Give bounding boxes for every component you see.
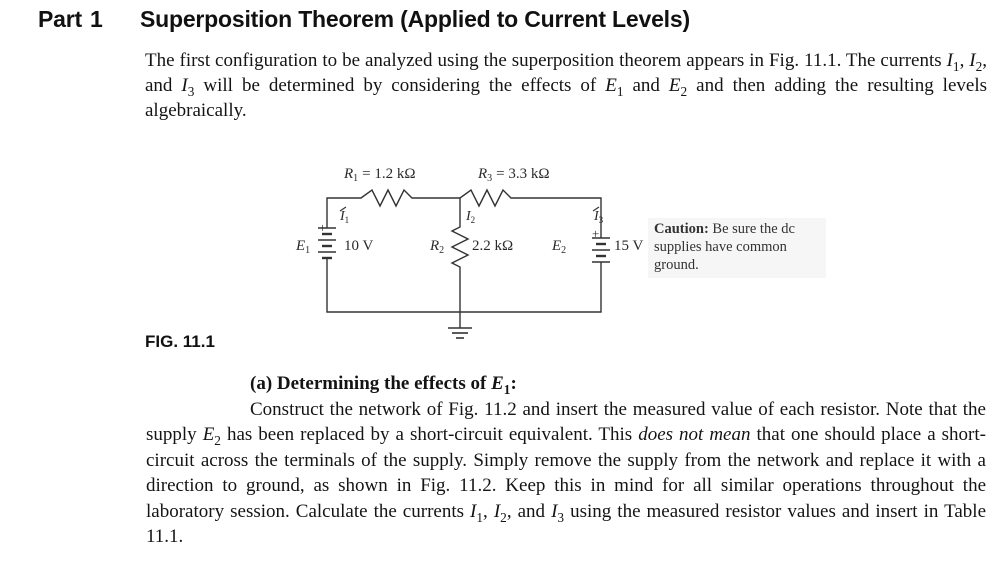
i1-label: $I_1$ bbox=[340, 209, 350, 225]
e2-plus: + bbox=[592, 226, 600, 241]
intro-paragraph bbox=[145, 48, 987, 123]
part-word: Part bbox=[38, 6, 82, 32]
e1-plus: + bbox=[319, 220, 327, 235]
e2-label: $E_2$ bbox=[552, 238, 567, 256]
intro-text-1: The first configuration to be analyzed using the superposition theorem appears in Fig. 11.1. The currents bbox=[145, 50, 947, 71]
i3-label: $I_3$ bbox=[594, 209, 604, 225]
para-sub-e2: 2 bbox=[214, 433, 221, 449]
caution-note bbox=[648, 218, 826, 278]
part-label bbox=[38, 6, 140, 33]
para-var-i1: I bbox=[470, 500, 477, 522]
para-text-2: has been replaced by a short-circuit equivalent. This bbox=[220, 424, 639, 446]
var-e1: E bbox=[605, 75, 617, 96]
i2-label: $I_2$ bbox=[466, 209, 476, 225]
figure-caption: FIG. 11.1 bbox=[145, 332, 215, 351]
para-var-i2: I bbox=[493, 500, 501, 522]
intro-text-3: and then adding the resulting levels algebraically. bbox=[145, 75, 987, 121]
sub-e2: 2 bbox=[680, 83, 688, 99]
ground-symbol bbox=[448, 328, 472, 338]
para-var-e: E bbox=[202, 424, 215, 446]
part-a-heading bbox=[250, 373, 517, 395]
var-i2: I bbox=[969, 50, 976, 71]
var-i1: I bbox=[946, 50, 953, 71]
var-e2: E bbox=[668, 75, 681, 96]
sub-2: 2 bbox=[975, 58, 983, 74]
left-wire bbox=[327, 265, 601, 312]
r2-value: 2.2 kΩ bbox=[472, 238, 514, 254]
top-wire bbox=[327, 190, 601, 231]
separator-and: , and bbox=[145, 50, 987, 96]
para-body bbox=[146, 397, 986, 549]
para-text-3: that one should place a short-circuit across the terminals of the supply. Simply remove the supply from the network and replace it with a direction to ground, as shown in Fig. 11.2. Keep this in mind for all similar operations throughout the laboratory session. Calculate the currents bbox=[146, 424, 986, 522]
var-i3: I bbox=[181, 75, 188, 96]
intro-text-2: will be determined by considering the effects of bbox=[194, 75, 606, 96]
sub-e1: 1 bbox=[616, 83, 624, 99]
caution-text: Be sure the dc supplies have common ground. bbox=[654, 221, 795, 273]
r2-label: $R_2$ bbox=[430, 238, 445, 256]
heading-sub: 1 bbox=[503, 381, 511, 397]
heading-prefix: (a) Determining the effects of bbox=[250, 373, 492, 394]
sub-1: 1 bbox=[952, 58, 960, 74]
para-var-i3: I bbox=[551, 500, 558, 522]
para-sub-1: 1 bbox=[476, 509, 484, 525]
e2-value: 15 V bbox=[614, 238, 644, 254]
para-sub-2: 2 bbox=[500, 509, 507, 525]
circuit-diagram bbox=[288, 156, 644, 356]
para-sep-comma: , bbox=[483, 500, 494, 522]
para-sub-3: 3 bbox=[557, 509, 565, 525]
text-and: and bbox=[623, 75, 669, 96]
sub-3: 3 bbox=[187, 83, 195, 99]
section-heading bbox=[38, 6, 690, 33]
heading-suffix: : bbox=[510, 373, 517, 394]
e1-label: $E_1$ bbox=[296, 238, 311, 256]
r3-label: $R_3 = 3.3$ kΩ bbox=[478, 166, 550, 184]
section-title: Superposition Theorem (Applied to Current Levels) bbox=[140, 6, 690, 32]
heading-var: E bbox=[491, 373, 504, 394]
part-a-paragraph bbox=[146, 397, 986, 549]
part-number: 1 bbox=[89, 6, 103, 32]
separator-comma: , bbox=[959, 50, 970, 71]
r1-label: $R_1 = 1.2$ kΩ bbox=[344, 166, 416, 184]
caution-label: Caution: bbox=[654, 221, 709, 237]
para-text-4: using the measured resistor values and insert in Table 11.1. bbox=[146, 500, 987, 548]
para-sep-and: , and bbox=[506, 500, 552, 522]
e1-value: 10 V bbox=[344, 238, 374, 254]
para-emphasis: does not mean bbox=[638, 424, 751, 446]
para-text-1: Construct the network of Fig. 11.2 and insert the measured value of each resistor. Note that the supply bbox=[146, 399, 986, 446]
